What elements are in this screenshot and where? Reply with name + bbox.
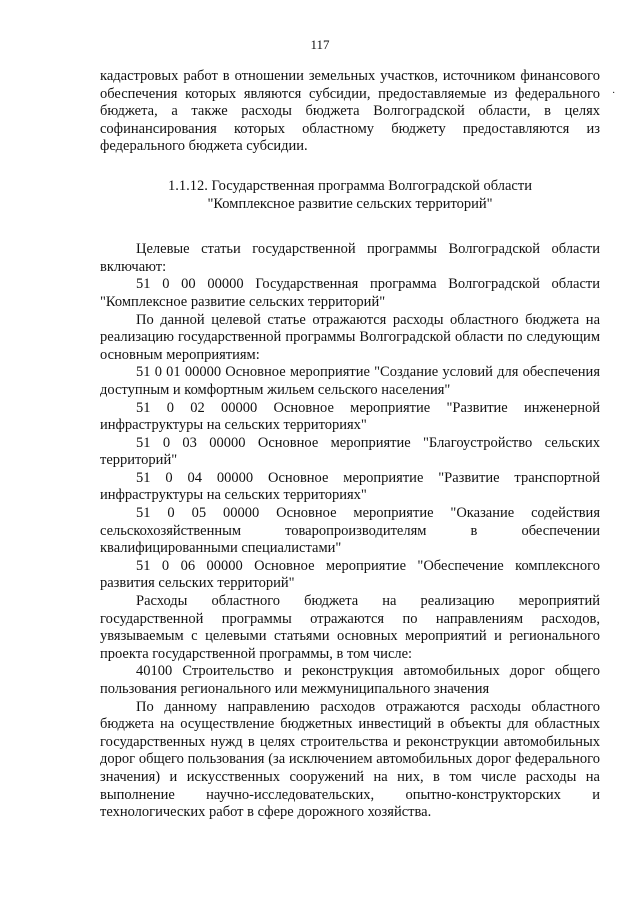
paragraph-direction-40100-details: По данному направлению расходов отражаются расходы областного бюджета на осуществление бюджетных инвестиций в объекты для областных государственных нужд в целях строительства и реконструкции автомобильных дорог общего пользования (за исключением автомобильных дорог федерального значения) и искусственных сооружений на них, в том числе расходы на выполнение научно-исследовательских, опытно-конструкторских и технологических работ в сфере дорожного хозяйства. (100, 698, 600, 821)
intro-paragraph: кадастровых работ в отношении земельных участков, источником финансового обеспечения которых являются субсидии, предоставляемые из федерального бюджета, а также расходы бюджета Волгоградской области, в целях софинансирования которых областному бюджету предоставляются из федерального бюджета субсидии. (100, 68, 600, 155)
paragraph-direction-40100: 40100 Строительство и реконструкция автомобильных дорог общего пользования регионального или межмуниципального значения (100, 663, 600, 697)
section-heading-line-2: "Комплексное развитие сельских территорий" (207, 195, 493, 212)
paragraph-activity-51-0-05: 51 0 05 00000 Основное мероприятие "Оказание содействия сельскохозяйственным товаропроизводителям в обеспечении квалифицированными специалистами" (100, 505, 600, 557)
paragraph-expenses-intro: По данной целевой статье отражаются расходы областного бюджета на реализацию государственной программы Волгоградской области по следующим основным мероприятиям: (100, 311, 600, 363)
section-heading-line-1: 1.1.12. Государственная программа Волгоградской области (168, 177, 532, 194)
paragraph-target-articles: Целевые статьи государственной программы Волгоградской области включают: (100, 241, 600, 275)
page-number: 117 (310, 37, 330, 52)
paragraph-activity-51-0-06: 51 0 06 00000 Основное мероприятие "Обеспечение комплексного развития сельских территорий" (100, 557, 600, 592)
paragraph-activity-51-0-04: 51 0 04 00000 Основное мероприятие "Развитие транспортной инфраструктуры на сельских территориях" (100, 469, 600, 504)
paragraph-program-51-0-00: 51 0 00 00000 Государственная программа Волгоградской области "Комплексное развитие сельских территорий" (100, 276, 600, 310)
scan-dot: · (612, 88, 616, 99)
paragraph-activity-51-0-02: 51 0 02 00000 Основное мероприятие "Развитие инженерной инфраструктуры на сельских территориях" (100, 399, 600, 434)
document-body (100, 68, 600, 822)
paragraph-expense-directions: Расходы областного бюджета на реализацию мероприятий государственной программы отражаются по направлениям расходов, увязываемым с целевыми статьями основных мероприятий и регионального проекта государственной программы, в том числе: (100, 593, 600, 662)
section-heading (100, 178, 600, 213)
paragraph-activity-51-0-01: 51 0 01 00000 Основное мероприятие "Создание условий для обеспечения доступным и комфортным жильем сельского населения" (100, 364, 600, 398)
paragraph-activity-51-0-03: 51 0 03 00000 Основное мероприятие "Благоустройство сельских территорий" (100, 434, 600, 469)
